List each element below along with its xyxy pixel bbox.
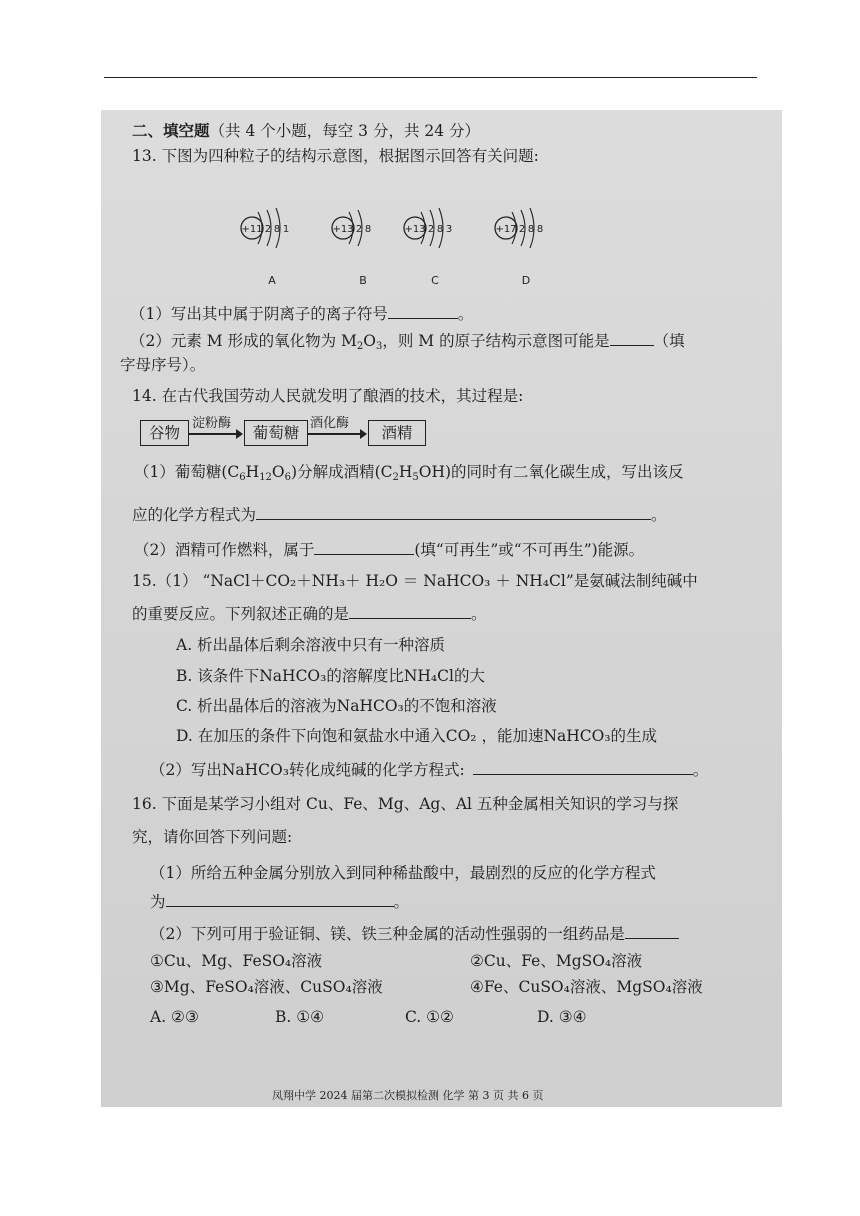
nucleus-charge: +13: [332, 224, 354, 235]
flow-alcohol: 酒精: [368, 420, 426, 446]
q15-part2-end: 。: [692, 761, 709, 779]
q16-part1: （1）所给五种金属分别放入到同种稀盐酸中，最剧烈的反应的化学方程式: [150, 864, 656, 882]
q14-p1k: OH)的同时有二氧化碳生成，写出该反: [418, 463, 684, 481]
q16-answer-blank-1[interactable]: [166, 892, 394, 907]
atom-A: [241, 208, 289, 287]
q16-line2: 究，请你回答下列问题:: [132, 828, 293, 846]
q14-p1c: H: [245, 463, 260, 481]
q15-option-b: B. 该条件下NaHCO₃的溶解度比NH₄Cl的大: [176, 667, 485, 685]
page-footer: 凤翔中学 2024 届第二次模拟检测 化学 第 3 页 共 6 页: [272, 1089, 544, 1102]
nucleus-charge: +17: [495, 224, 517, 235]
q13-part1-text: （1）写出其中属于阴离子的离子符号: [130, 305, 388, 323]
q16-part1-end: 。: [393, 893, 410, 911]
q16-answer-blank-2[interactable]: [625, 924, 679, 939]
nucleus-charge: +13: [404, 224, 426, 235]
q14-p1e: O: [271, 463, 285, 481]
q14-p1f: 6: [284, 472, 292, 483]
q13-part2-e: ，则 M 的原子结构示意图可能是: [382, 332, 610, 350]
q13-part2-a: （2）元素 M 形成的氧化物为 M: [130, 332, 357, 350]
shell-electron-count: 2: [518, 224, 526, 235]
q14-p2a: （2）酒精可作燃料，属于: [134, 541, 315, 559]
atom-structure-diagrams: [230, 196, 590, 291]
section-note: （共 4 个小题，每空 3 分，共 24 分）: [209, 122, 481, 140]
q15-answer-blank-1[interactable]: [349, 604, 471, 619]
flow-arrow-1: [189, 433, 241, 435]
q13-part2: [130, 331, 685, 353]
atom-label: A: [268, 274, 276, 287]
q13-part2-sub2: 3: [375, 341, 383, 352]
shell-electron-count: 2: [355, 224, 363, 235]
shell-electron-count: 8: [273, 224, 281, 235]
q14-part1-cont: [132, 505, 667, 525]
flow-grain: 谷物: [140, 420, 189, 446]
q13-part2-f: （填: [653, 332, 685, 350]
q14-stem: 14. 在古代我国劳动人民就发明了酿酒的技术，其过程是:: [132, 387, 524, 405]
q13-part2-sub1: 2: [356, 341, 364, 352]
q13-part2-o: O: [363, 332, 376, 350]
q15-part2: [150, 760, 708, 780]
shell-electron-count: 2: [264, 224, 272, 235]
shell-electron-count: 1: [282, 224, 290, 235]
q16-answer-b: B. ①④: [275, 1008, 325, 1026]
q14-p2b: (填“可再生”或“不可再生”)能源。: [414, 541, 645, 559]
atom-label: B: [359, 274, 367, 287]
q16-choice-2: ②Cu、Fe、MgSO₄溶液: [470, 952, 643, 970]
q16-part2-text: （2）下列可用于验证铜、镁、铁三种金属的活动性强弱的一组药品是: [150, 925, 625, 943]
q14-p1-end: 。: [651, 506, 667, 524]
q16-answer-d: D. ③④: [537, 1008, 587, 1026]
q13-stem: 13. 下图为四种粒子的结构示意图，根据图示回答有关问题:: [132, 147, 539, 165]
section-heading: [132, 122, 480, 141]
q15-answer-blank-2[interactable]: [473, 760, 693, 775]
atom-label: C: [431, 274, 439, 287]
q14-p1l: 应的化学方程式为: [132, 506, 257, 524]
atom-C: [404, 208, 452, 287]
q14-answer-blank-2[interactable]: [314, 540, 414, 555]
q14-p1g: )分解成酒精(C: [291, 463, 393, 481]
enzyme-amylase: 淀粉酶: [192, 416, 232, 431]
q16-answer-c: C. ①②: [405, 1008, 454, 1026]
q16-answer-a: A. ②③: [150, 1008, 199, 1026]
q16-line1: 16. 下面是某学习小组对 Cu、Fe、Mg、Ag、Al 五种金属相关知识的学习与探: [132, 795, 679, 813]
q16-choice-4: ④Fe、CuSO₄溶液、MgSO₄溶液: [470, 978, 703, 996]
q15-line2-text: 的重要反应。下列叙述正确的是: [132, 605, 350, 623]
q16-part1-b: 为: [150, 893, 166, 911]
q16-choice-3: ③Mg、FeSO₄溶液、CuSO₄溶液: [150, 978, 383, 996]
shell-electron-count: 2: [427, 224, 435, 235]
shell-electron-count: 3: [445, 224, 453, 235]
q15-line1: 15.（1） “NaCl＋CO₂＋NH₃＋ H₂O ＝ NaHCO₃ ＋ NH₄Cl”是氨碱法制纯碱中: [132, 572, 698, 590]
shell-electron-count: 8: [364, 224, 372, 235]
enzyme-zymase: 酒化酶: [310, 416, 350, 431]
q15-line2: [132, 604, 487, 624]
q14-p1d: 12: [259, 472, 272, 483]
nucleus-charge: +11: [241, 224, 263, 235]
q16-part2: [150, 924, 679, 944]
shell-electron-count: 8: [536, 224, 544, 235]
section-title: 二、填空题: [132, 121, 210, 140]
q15-option-d: D. 在加压的条件下向饱和氨盐水中通入CO₂ ，能加速NaHCO₃的生成: [176, 727, 658, 745]
q16-part1-cont: [150, 892, 409, 912]
flow-arrow-2: [308, 433, 365, 435]
q13-part1-end: 。: [457, 305, 474, 323]
shell-electron-count: 8: [527, 224, 535, 235]
atom-B: [332, 210, 371, 287]
q13-part2-cont: 字母序号）。: [120, 356, 206, 374]
header-rule: [104, 77, 757, 78]
q14-p1j: 5: [412, 472, 419, 483]
q14-p1b: 6: [239, 472, 246, 483]
q14-p1i: H: [398, 463, 413, 481]
q15-option-a: A. 析出晶体后剩余溶液中只有一种溶质: [176, 636, 446, 654]
q13-part1: [130, 304, 473, 324]
q14-part2: [134, 540, 644, 560]
shell-electron-count: 8: [436, 224, 444, 235]
q14-answer-blank-1[interactable]: [256, 505, 651, 520]
q15-line2-end: 。: [471, 605, 487, 623]
atom-D: [495, 208, 543, 287]
atom-label: D: [521, 274, 531, 287]
q14-p1a: （1）葡萄糖(C: [134, 463, 240, 481]
q13-answer-blank-1[interactable]: [388, 304, 458, 319]
q13-answer-blank-2[interactable]: [610, 331, 654, 346]
q15-part2-text: （2）写出NaHCO₃转化成纯碱的化学方程式:: [150, 761, 465, 779]
q14-p1h: 2: [392, 472, 399, 483]
q16-choice-1: ①Cu、Mg、FeSO₄溶液: [150, 952, 323, 970]
flow-glucose: 葡萄糖: [244, 420, 308, 446]
q15-option-c: C. 析出晶体后的溶液为NaHCO₃的不饱和溶液: [176, 697, 497, 715]
q14-part1: [134, 463, 684, 484]
